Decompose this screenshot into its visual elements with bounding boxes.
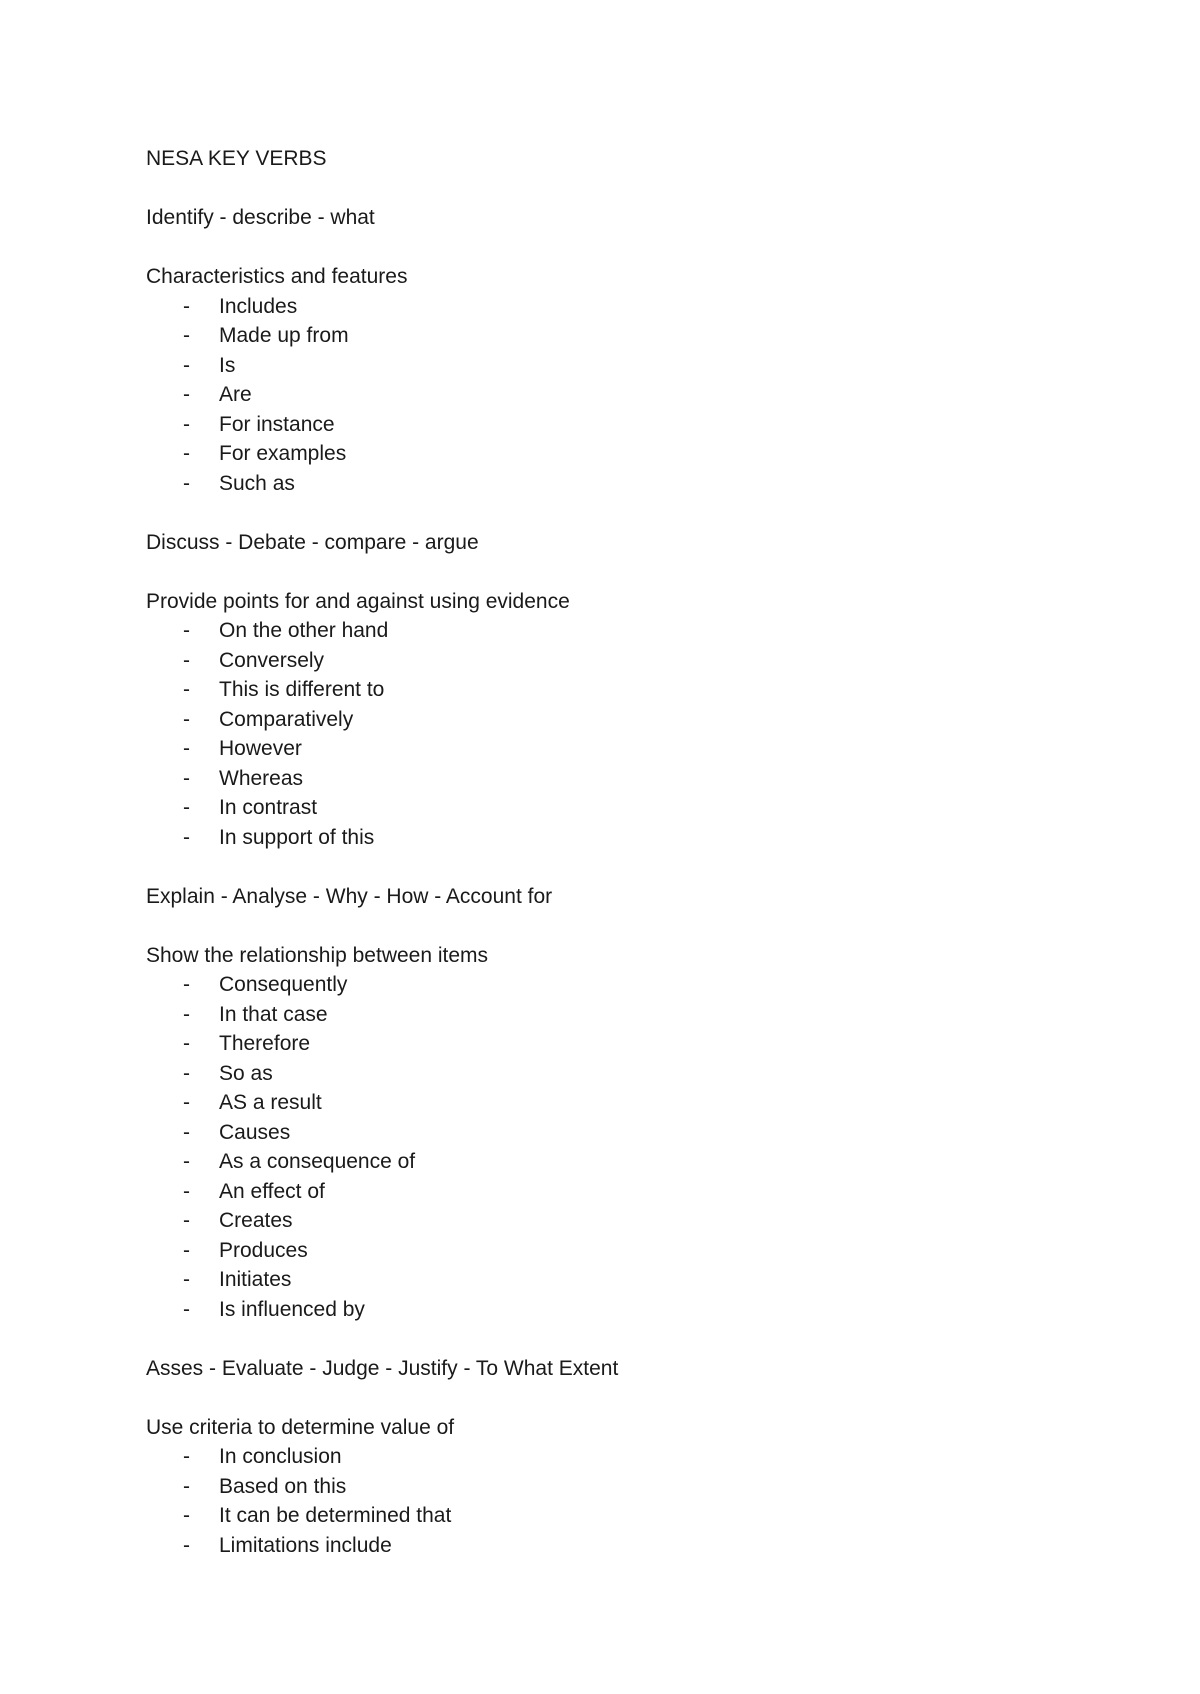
list-item-text: Produces [219,1238,308,1262]
dash-bullet: - [183,1474,190,1498]
dash-bullet: - [183,383,190,406]
list-item-text: In conclusion [219,1445,342,1468]
list-item-text: In contrast [219,796,318,819]
list-item-text: An effect of [219,1179,325,1203]
list-item-text: So as [219,1061,273,1085]
dash-bullet: - [183,1209,190,1232]
dash-bullet: - [183,353,190,377]
list-item-text: On the other hand [219,619,389,642]
verb-section [146,528,1086,853]
dash-bullet: - [183,294,190,318]
list-item [146,1236,1086,1266]
dash-bullet: - [183,1091,190,1114]
list-item [146,410,1086,440]
list-item [146,1442,1086,1472]
list-item [146,675,1086,705]
dash-bullet: - [183,707,190,731]
list-item-text: Made up from [219,324,349,347]
phrase-list [146,292,1086,499]
document-body [146,144,1086,1590]
list-item [146,793,1086,823]
list-item-text: As a consequence of [219,1150,416,1173]
list-item-text: Conversely [219,648,325,672]
document-title: NESA KEY VERBS [146,147,327,170]
list-item [146,734,1086,764]
list-item [146,1029,1086,1059]
list-item-text: This is different to [219,678,385,701]
sections-container [146,203,1086,1560]
dash-bullet: - [183,1150,190,1173]
dash-bullet: - [183,1002,190,1026]
dash-bullet: - [183,796,190,819]
list-item [146,1118,1086,1148]
dash-bullet: - [183,1238,190,1262]
list-item-text: Limitations include [219,1533,392,1557]
section-verbs: Explain - Analyse - Why - How - Account for [146,884,553,908]
list-item [146,616,1086,646]
dash-bullet: - [183,1445,190,1468]
list-item-text: Based on this [219,1474,347,1498]
section-description: Use criteria to determine value of [146,1415,455,1439]
dash-bullet: - [183,1533,190,1557]
dash-bullet: - [183,324,190,347]
dash-bullet: - [183,678,190,701]
verb-section [146,1354,1086,1561]
section-verbs: Discuss - Debate - compare - argue [146,530,479,554]
list-item-text: Initiates [219,1268,292,1291]
section-description: Provide points for and against using evidence [146,589,570,613]
list-item [146,1295,1086,1325]
verb-section [146,203,1086,498]
dash-bullet: - [183,1268,190,1291]
list-item [146,380,1086,410]
list-item [146,1531,1086,1561]
list-item-text: Are [219,383,252,406]
list-item [146,1265,1086,1295]
list-item [146,1206,1086,1236]
list-item [146,970,1086,1000]
list-item-text: It can be determined that [219,1504,452,1527]
section-verbs: Identify - describe - what [146,206,375,229]
phrase-list [146,970,1086,1324]
section-description: Characteristics and features [146,265,408,288]
list-item-text: In support of this [219,825,375,849]
list-item [146,1147,1086,1177]
dash-bullet: - [183,1504,190,1527]
list-item [146,823,1086,853]
list-item-text: Includes [219,294,298,318]
dash-bullet: - [183,471,190,495]
list-item [146,646,1086,676]
list-item-text: Creates [219,1209,293,1232]
dash-bullet: - [183,737,190,760]
list-item [146,469,1086,499]
dash-bullet: - [183,1061,190,1085]
dash-bullet: - [183,1297,190,1321]
list-item [146,439,1086,469]
list-item-text: Is influenced by [219,1297,365,1321]
list-item-text: For instance [219,412,335,436]
list-item [146,351,1086,381]
list-item [146,764,1086,794]
list-item-text: Consequently [219,973,348,996]
list-item [146,1177,1086,1207]
list-item [146,321,1086,351]
dash-bullet: - [183,1120,190,1144]
dash-bullet: - [183,412,190,436]
list-item [146,1059,1086,1089]
list-item-text: Whereas [219,766,304,790]
list-item [146,1000,1086,1030]
dash-bullet: - [183,766,190,790]
list-item [146,1472,1086,1502]
dash-bullet: - [183,1032,190,1055]
verb-section [146,882,1086,1325]
list-item-text: In that case [219,1002,328,1026]
list-item-text: For examples [219,442,347,465]
phrase-list [146,1442,1086,1560]
dash-bullet: - [183,973,190,996]
list-item-text: Therefore [219,1032,311,1055]
section-description: Show the relationship between items [146,943,489,967]
dash-bullet: - [183,619,190,642]
list-item [146,1501,1086,1531]
dash-bullet: - [183,1179,190,1203]
list-item [146,1088,1086,1118]
list-item [146,705,1086,735]
list-item-text: AS a result [219,1091,322,1114]
list-item-text: However [219,737,302,760]
list-item-text: Is [219,353,236,377]
list-item-text: Comparatively [219,707,354,731]
phrase-list [146,616,1086,852]
list-item [146,292,1086,322]
section-verbs: Asses - Evaluate - Judge - Justify - To What Extent [146,1356,619,1380]
dash-bullet: - [183,442,190,465]
list-item-text: Such as [219,471,295,495]
list-item-text: Causes [219,1120,291,1144]
dash-bullet: - [183,648,190,672]
dash-bullet: - [183,825,190,849]
